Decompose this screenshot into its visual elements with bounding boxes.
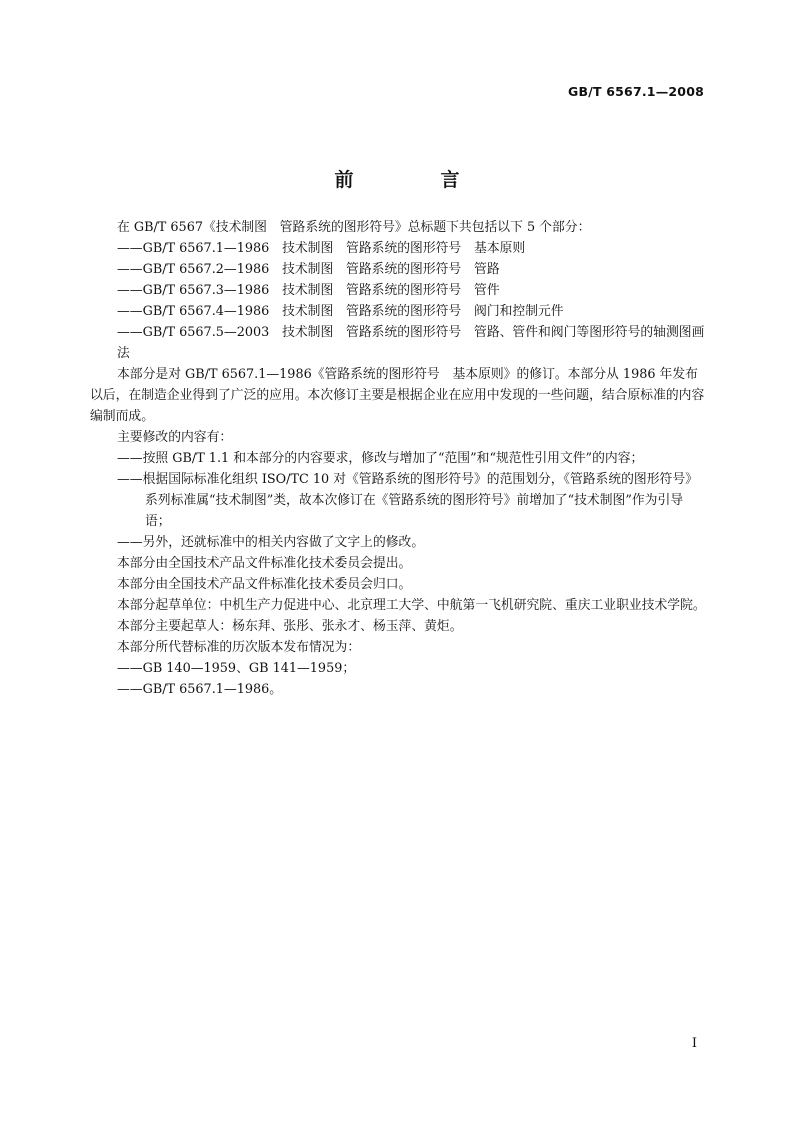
- list-item: ——GB/T 6567.3—1986 技术制图 管路系统的图形符号 管件: [117, 283, 500, 298]
- list-item: ——GB/T 6567.1—1986 技术制图 管路系统的图形符号 基本原则: [117, 241, 526, 256]
- list-item: ——GB 140—1959、GB 141—1959；: [117, 661, 356, 676]
- list-item: ——按照 GB/T 1.1 和本部分的内容要求，修改与增加了“范围”和“规范性引用文件”的内容；: [117, 451, 644, 466]
- drafters-paragraph: 本部分主要起草人：杨东拜、张彤、张永才、杨玉萍、黄炬。: [117, 619, 463, 634]
- intro-paragraph: 在 GB/T 6567《技术制图 管路系统的图形符号》总标题下共包括以下 5 个部分：: [117, 220, 591, 235]
- list-item: ——GB/T 6567.1—1986。: [117, 682, 283, 697]
- list-item: ——GB/T 6567.2—1986 技术制图 管路系统的图形符号 管路: [117, 262, 500, 277]
- list-item: ——另外，还就标准中的相关内容做了文字上的修改。: [117, 535, 425, 550]
- list-item: ——GB/T 6567.5—2003 技术制图 管路系统的图形符号 管路、管件和阀门等图形符号的轴测图画法: [117, 325, 705, 361]
- foreword-body: [90, 217, 706, 700]
- revision-paragraph: 本部分是对 GB/T 6567.1—1986《管路系统的图形符号 基本原则》的修订。本部分从 1986 年发布以后，在制造企业得到了广泛的应用。本次修订主要是根据企业在应用中发现的一些问题，结合原标准的内容编制而成。: [90, 367, 705, 424]
- standard-code: GB/T 6567.1—2008: [568, 84, 704, 99]
- changes-heading: 主要修改的内容有：: [117, 430, 233, 445]
- proposer-paragraph: 本部分由全国技术产品文件标准化技术委员会提出。: [117, 556, 412, 571]
- page-title: 前 言: [334, 168, 494, 191]
- list-item: ——根据国际标准化组织 ISO/TC 10 对《管路系统的图形符号》的范围划分，《管路系统的图形符号》系列标准属“技术制图”类，故本次修订在《管路系统的图形符号》前增加了“技术制图”作为引导语；: [117, 472, 698, 529]
- drafting-units-paragraph: 本部分起草单位：中机生产力促进中心、北京理工大学、中航第一飞机研究院、重庆工业职业技术学院。: [117, 598, 706, 613]
- page-number: I: [691, 1036, 697, 1051]
- history-heading: 本部分所代替标准的历次版本发布情况为：: [117, 640, 361, 655]
- list-item: ——GB/T 6567.4—1986 技术制图 管路系统的图形符号 阀门和控制元件: [117, 304, 564, 319]
- administrator-paragraph: 本部分由全国技术产品文件标准化技术委员会归口。: [117, 577, 412, 592]
